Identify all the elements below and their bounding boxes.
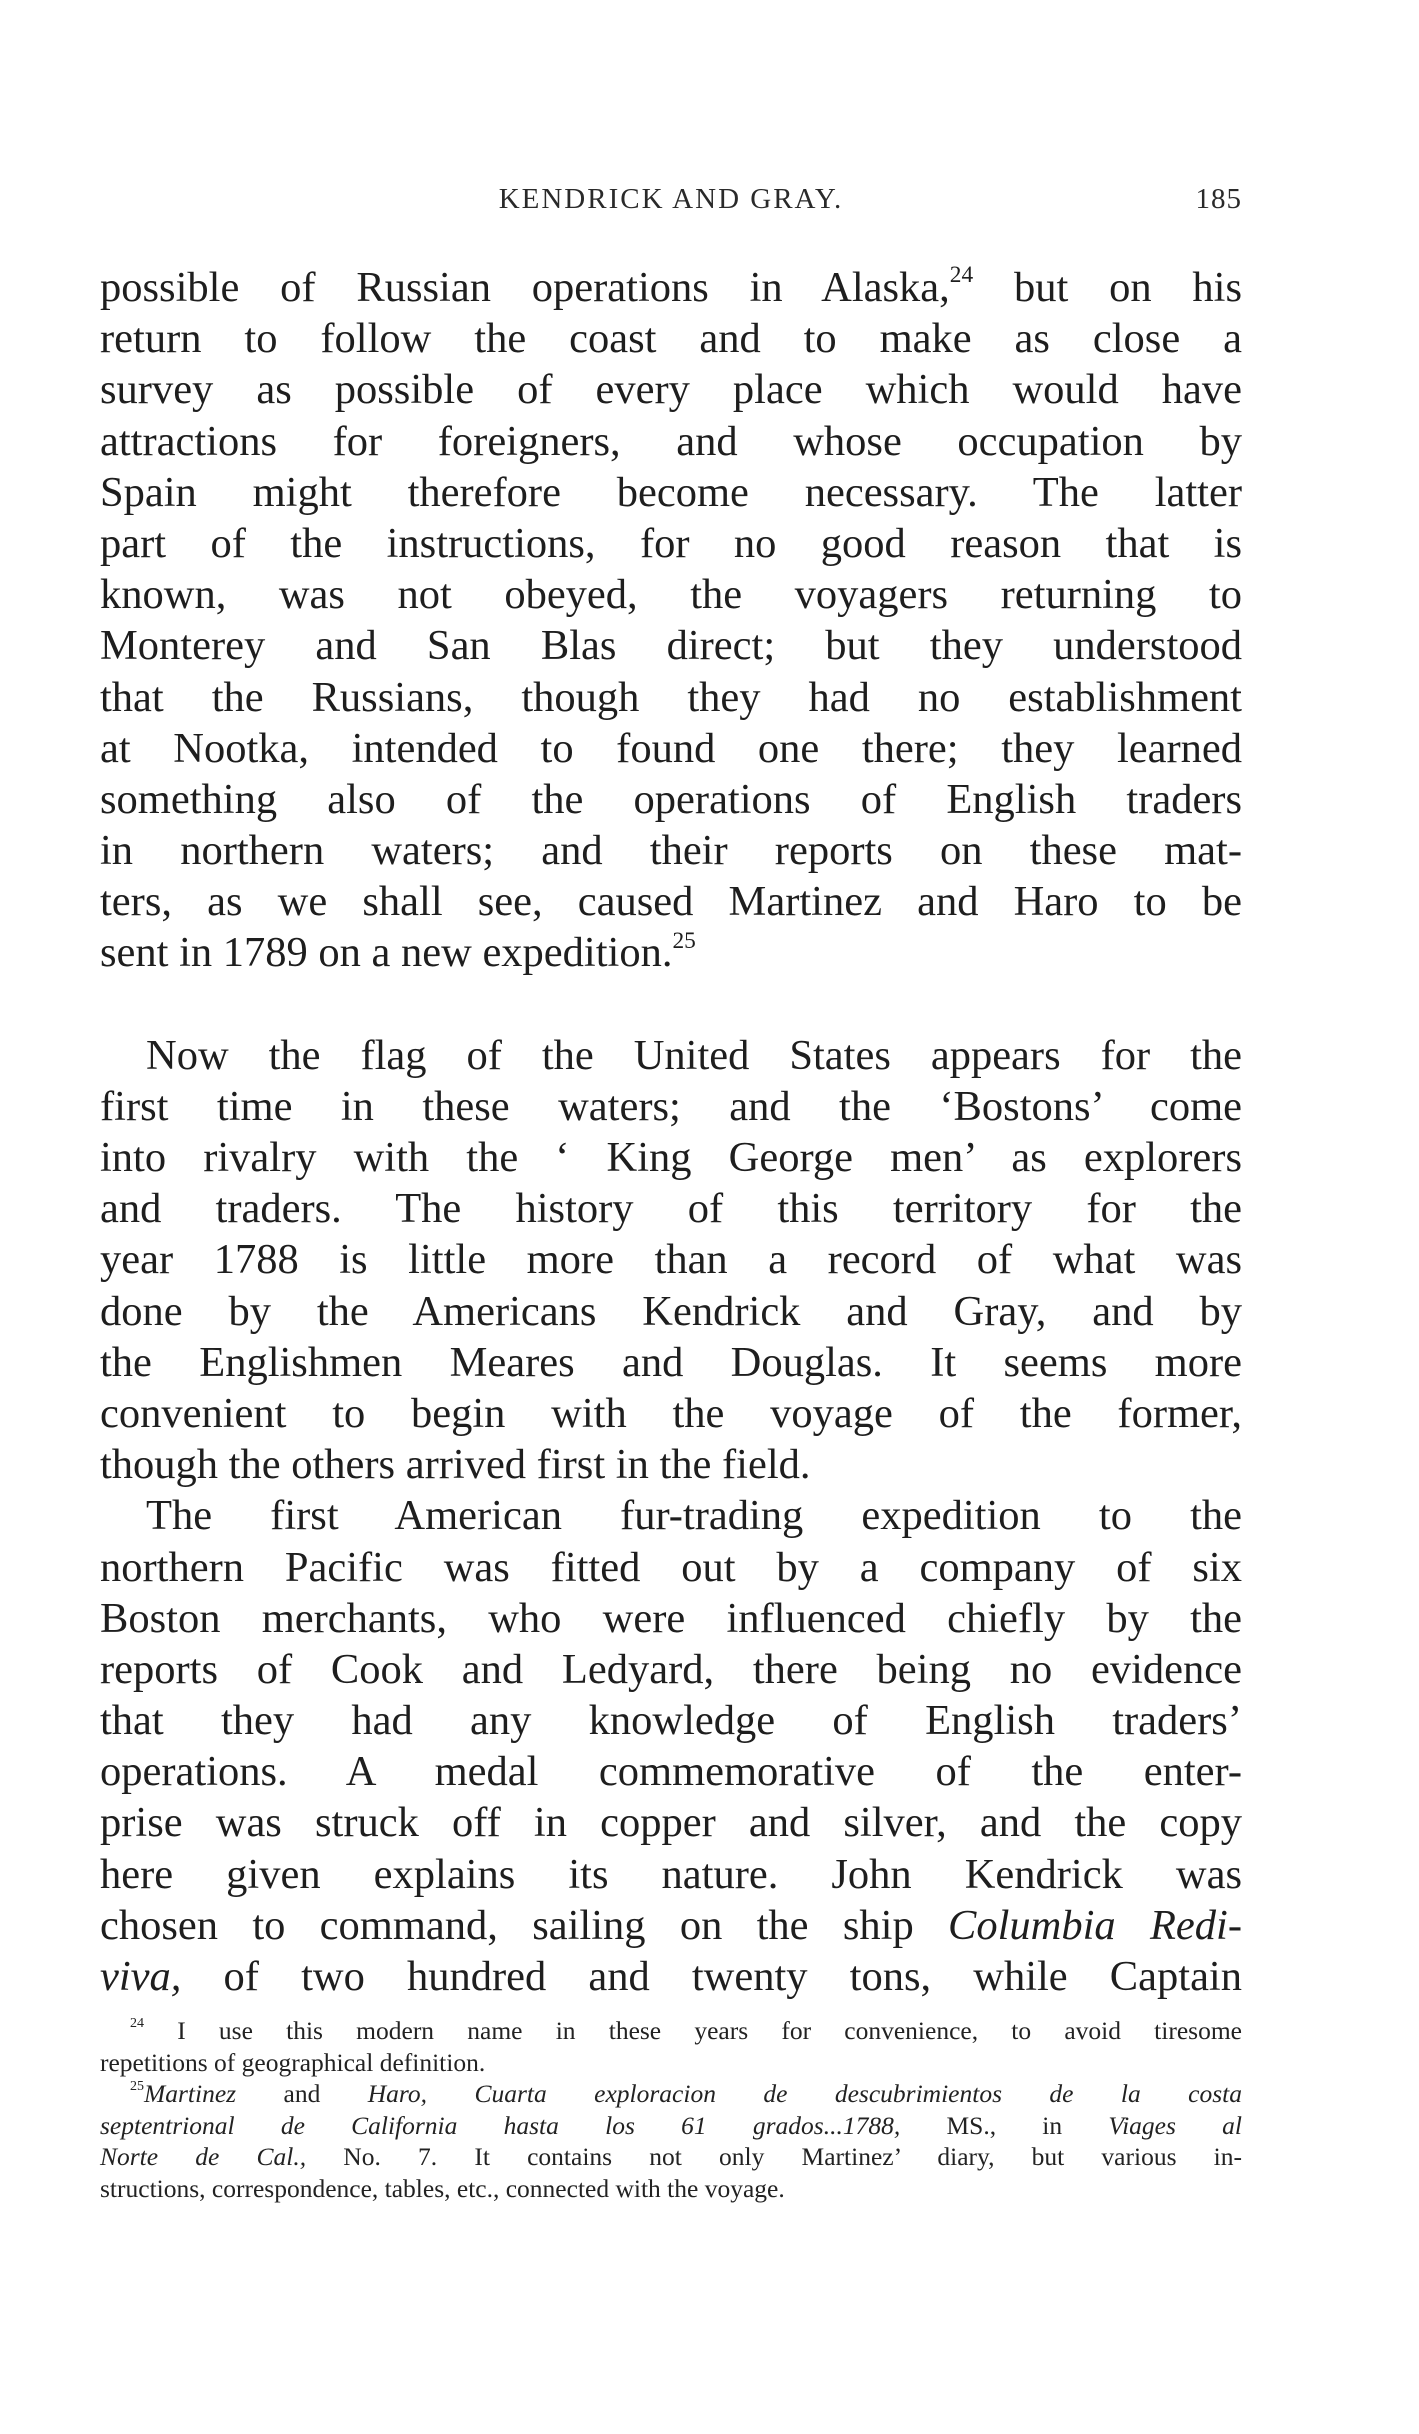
text-run: Martinez — [144, 2079, 237, 2108]
text-line: here given explains its nature. John Kendrick was — [100, 1850, 1242, 1898]
text-run: septentrional de California hasta los 61 grados...1788, — [100, 2110, 901, 2140]
text-run: of two hundred and twenty tons, while Captain — [181, 1953, 1242, 2000]
text-line: though the others arrived first in the field. — [100, 1441, 811, 1489]
footnote-marker: 24 — [130, 2016, 145, 2032]
footnote-line — [100, 2015, 1242, 2047]
text-run: but on his — [973, 264, 1242, 311]
text-line: Spain might therefore become necessary. The latter — [100, 468, 1242, 516]
text-line: Monterey and San Blas direct; but they understood — [100, 622, 1242, 670]
text-run: possible of Russian operations in Alaska, — [100, 264, 950, 311]
text-run: chosen to command, sailing on the ship — [100, 1901, 948, 1949]
footnote-line — [100, 2078, 1242, 2110]
text-line: year 1788 is little more than a record of what was — [100, 1236, 1242, 1284]
body-text — [100, 262, 1242, 2002]
page-number: 185 — [1195, 183, 1242, 215]
text-line: and traders. The history of this territory for the — [100, 1185, 1242, 1233]
footnotes — [100, 2015, 1242, 2204]
running-title: KENDRICK AND GRAY. — [498, 183, 844, 215]
text-line: northern Pacific was fitted out by a company of six — [100, 1543, 1242, 1591]
footnote-24 — [100, 2015, 1242, 2078]
paragraph-3 — [100, 1490, 1242, 2002]
ship-name: viva, — [100, 1953, 182, 2000]
text-line: prise was struck off in copper and silver, and the copy — [100, 1799, 1242, 1847]
text-line: that the Russians, though they had no establishment — [100, 673, 1242, 721]
paragraph-gap — [100, 979, 1242, 1030]
text-line: operations. A medal commemorative of the enter- — [100, 1748, 1242, 1796]
text-line: ters, as we shall see, caused Martinez and Haro to be — [100, 878, 1242, 926]
text-line — [100, 1900, 1242, 1951]
text-run: MS., in — [900, 2110, 1109, 2140]
footnote-25 — [100, 2078, 1242, 2204]
text-line: Boston merchants, who were influenced chiefly by the — [100, 1594, 1242, 1642]
footnote-line: repetitions of geographical definition. — [100, 2047, 486, 2077]
text-line: reports of Cook and Ledyard, there being no evidence — [100, 1645, 1242, 1693]
footnote-ref-25[interactable]: 25 — [672, 927, 696, 954]
text-run: No. 7. It contains not only Martinez’ diary, but various in- — [306, 2142, 1243, 2171]
text-line: at Nootka, intended to found one there; they learned — [100, 724, 1242, 772]
text-run: and — [236, 2079, 368, 2108]
footnote-marker: 25 — [130, 2079, 145, 2095]
footnote-line: structions, correspondence, tables, etc., connected with the voyage. — [100, 2173, 785, 2203]
text-line: return to follow the coast and to make as close a — [100, 315, 1242, 363]
footnote-line — [100, 2141, 1242, 2173]
text-line: done by the Americans Kendrick and Gray, and by — [100, 1287, 1242, 1335]
text-run: I use this modern name in these years for convenience, to avoid tiresome — [144, 2016, 1242, 2045]
text-line: that they had any knowledge of English traders’ — [100, 1697, 1242, 1745]
text-line: part of the instructions, for no good reason that is — [100, 519, 1242, 567]
text-run: Norte de Cal., — [100, 2142, 307, 2171]
text-line: in northern waters; and their reports on these mat- — [100, 827, 1242, 875]
text-line: Now the flag of the United States appears for the — [146, 1031, 1242, 1079]
text-line: first time in these waters; and the ‘Bostons’ come — [100, 1082, 1242, 1130]
text-line: attractions for foreigners, and whose occupation by — [100, 417, 1242, 465]
text-line: convenient to begin with the voyage of the former, — [100, 1389, 1242, 1437]
footnote-line — [100, 2110, 1242, 2142]
text-line — [100, 1951, 1242, 2002]
text-line: the Englishmen Meares and Douglas. It seems more — [100, 1338, 1242, 1386]
ship-name: Columbia Redi- — [948, 1901, 1242, 1949]
text-line: known, was not obeyed, the voyagers returning to — [100, 571, 1242, 619]
footnote-ref-24[interactable]: 24 — [949, 262, 974, 289]
text-line: something also of the operations of English traders — [100, 775, 1242, 823]
text-line — [100, 927, 1242, 978]
text-line — [100, 262, 1242, 313]
text-line: The first American fur-trading expedition to the — [146, 1492, 1242, 1540]
text-run: Haro, Cuarta exploracion de descubrimientos de la costa — [367, 2079, 1242, 2108]
running-head — [100, 183, 1242, 223]
text-line: into rivalry with the ‘ King George men’ as explorers — [100, 1134, 1242, 1181]
paragraph-2 — [100, 1030, 1242, 1491]
paragraph-1 — [100, 262, 1242, 979]
text-line: survey as possible of every place which would have — [100, 366, 1242, 414]
text-run: sent in 1789 on a new expedition. — [100, 929, 673, 977]
text-run: Viages al — [1108, 2110, 1242, 2140]
